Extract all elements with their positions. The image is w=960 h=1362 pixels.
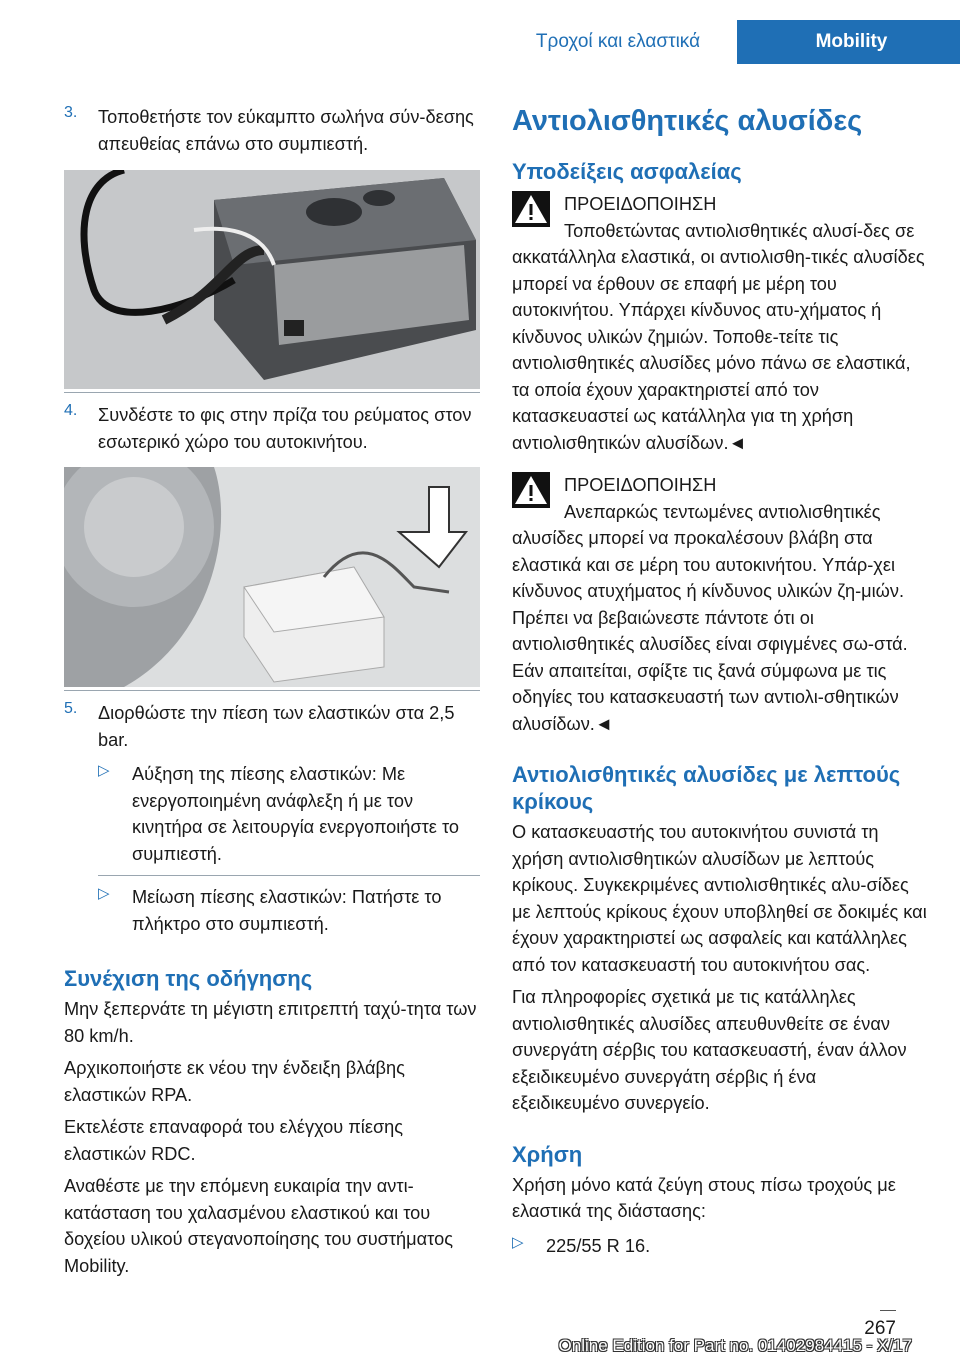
footer-edition: Online Edition for Part no. 01402984415 - X/17 bbox=[558, 1336, 912, 1355]
step-3 bbox=[64, 104, 480, 157]
page-title: Αντιολισθητικές αλυσίδες bbox=[512, 105, 863, 137]
left-column-step5 bbox=[64, 700, 480, 1279]
paragraph: Για πληροφορίες σχετικά με τις κατάλληλες αντιολισθητικές αλυσίδες απευθυνθείτε σε έναν συνεργάτη σέρβις του κατασκευαστή, έναν άλλον εξειδικευμένο συνεργάτη σέρβις ή ένα εξειδικευμένο συνεργείο. bbox=[512, 987, 907, 1113]
step-number: 3. bbox=[64, 104, 78, 121]
triangle-bullet-icon: ▷ bbox=[512, 1233, 524, 1251]
step-number: 5. bbox=[64, 700, 78, 717]
car-socket-image bbox=[64, 467, 480, 687]
warning-triangle-icon bbox=[512, 191, 550, 227]
warning-triangle-icon bbox=[512, 472, 550, 508]
warning-label: ΠΡΟΕΙΔΟΠΟΙΗΣΗ bbox=[564, 475, 717, 495]
divider bbox=[64, 690, 480, 691]
paragraph: Ο κατασκευαστής του αυτοκινήτου συνιστά τη χρήση αντιολισθητικών αλυσίδων με λεπτούς κρίκους. Συγκεκριμένες αντιολισθητικές αλυ‐σίδες με λεπτούς κρίκους έχουν υποβληθεί σε δοκιμές και έχουν χαρακτηριστεί ως ασφαλείς και κατάλληλες από τον κατασκευαστή του αυτοκινήτου σας. bbox=[512, 822, 927, 975]
step-number: 4. bbox=[64, 402, 78, 419]
step-4 bbox=[64, 402, 480, 455]
safety-heading: Υποδείξεις ασφαλείας bbox=[512, 159, 742, 184]
paragraph: Εκτελέστε επαναφορά του ελέγχου πίεσης ελαστικών RDC. bbox=[64, 1117, 404, 1164]
footer-divider bbox=[880, 1310, 896, 1311]
step-text: Διορθώστε την πίεση των ελαστικών στα 2,5 bar. bbox=[98, 703, 455, 750]
step-5 bbox=[64, 700, 480, 753]
usage-heading: Χρήση bbox=[512, 1141, 583, 1167]
step-text: Συνδέστε το φις στην πρίζα του ρεύματος στον εσωτερικό χώρο του αυτοκινήτου. bbox=[98, 405, 472, 452]
compressor-image bbox=[64, 170, 480, 389]
page-number: 267 bbox=[864, 1318, 896, 1339]
paragraph: Μην ξεπερνάτε τη μέγιστη επιτρεπτή ταχύ‐τητα των 80 km/h. bbox=[64, 999, 477, 1046]
bullet-text: 225/55 R 16. bbox=[546, 1235, 651, 1256]
left-column-step4 bbox=[64, 402, 480, 455]
paragraph: Αναθέστε με την επόμενη ευκαιρία την αντι‐κατάσταση του χαλασμένου ελαστικού και του δοχείου υλικού στεγανοποίησης του συστήματος Mobility. bbox=[64, 1176, 453, 1276]
paragraph: Αρχικοποιήστε εκ νέου την ένδειξη βλάβης ελαστικών RPA. bbox=[64, 1058, 405, 1105]
triangle-bullet-icon: ▷ bbox=[98, 885, 110, 902]
right-column bbox=[512, 104, 927, 1259]
triangle-bullet-icon: ▷ bbox=[98, 762, 110, 779]
step-text: Τοποθετήστε τον εύκαμπτο σωλήνα σύν‐δεσης απευθείας επάνω στο συμπιεστή. bbox=[98, 107, 474, 154]
warning-block-2 bbox=[512, 472, 927, 737]
divider bbox=[98, 875, 480, 876]
header-chapter-tab: Mobility bbox=[737, 20, 960, 64]
continue-driving-heading: Συνέχιση της οδήγησης bbox=[64, 966, 313, 991]
bullet-item bbox=[512, 1233, 927, 1260]
warning-text: Ανεπαρκώς τεντωμένες αντιολισθητικές αλυσίδες μπορεί να προκαλέσουν βλάβη στα ελαστικά και σε μέρη του αυτοκινήτου. Υπάρ‐χει κίνδυνος ατυχήματος ή κίνδυνος υλικών ζη‐μιών. Πρέπει να βεβαιώνεστε πάντοτε ότι οι αντιολισθητικές αλυσίδες είναι σφιγμένες σω‐στά. Εάν απαιτείται, σφίξτε τις ξανά σύμφωνα με τις οδηγίες του κατασκευαστή των αντιολι‐σθητικών αλυσίδων.◄ bbox=[512, 501, 908, 734]
bullet-text: Αύξηση της πίεσης ελαστικών: Με ενεργοποιημένη ανάφλεξη ή με τον κινητήρα σε λειτουργία ενεργοποιήστε το συμπιεστή. bbox=[132, 764, 460, 864]
warning-block-1 bbox=[512, 191, 927, 456]
left-column bbox=[64, 104, 480, 157]
warning-label: ΠΡΟΕΙΔΟΠΟΙΗΣΗ bbox=[564, 194, 717, 214]
divider bbox=[64, 392, 480, 393]
warning-text: Τοποθετώντας αντιολισθητικές αλυσί‐δες σε ακκατάλληλα ελαστικά, οι αντιολισθη‐τικές αλυσίδες μπορεί να έρθουν σε επαφή με μέρη του αυτοκινήτου. Υπάρχει κίνδυνος ατυ‐χήματος ή κίνδυνος υλικών ζημιών. Τοποθε‐τείτε τις αντιολισθητικές αλυσίδες μόνο πάνω σε ελαστικά, τα οποία έχουν χαρακτηριστεί από τον κατασκευαστεί ως κατάλληλα για τη χρήση αντιολισθητικών αλυσίδων.◄ bbox=[512, 220, 925, 453]
header-section-tab: Τροχοί και ελαστικά bbox=[499, 20, 737, 64]
bullet-text: Μείωση πίεσης ελαστικών: Πατήστε το πλήκτρο στο συμπιεστή. bbox=[132, 887, 442, 934]
bullet-item bbox=[98, 884, 480, 937]
paragraph: Χρήση μόνο κατά ζεύγη στους πίσω τροχούς με ελαστικά της διάστασης: bbox=[512, 1174, 896, 1221]
thin-chains-heading: Αντιολισθητικές αλυσίδες με λεπτούς κρίκους bbox=[512, 762, 901, 814]
bullet-item bbox=[98, 761, 480, 867]
